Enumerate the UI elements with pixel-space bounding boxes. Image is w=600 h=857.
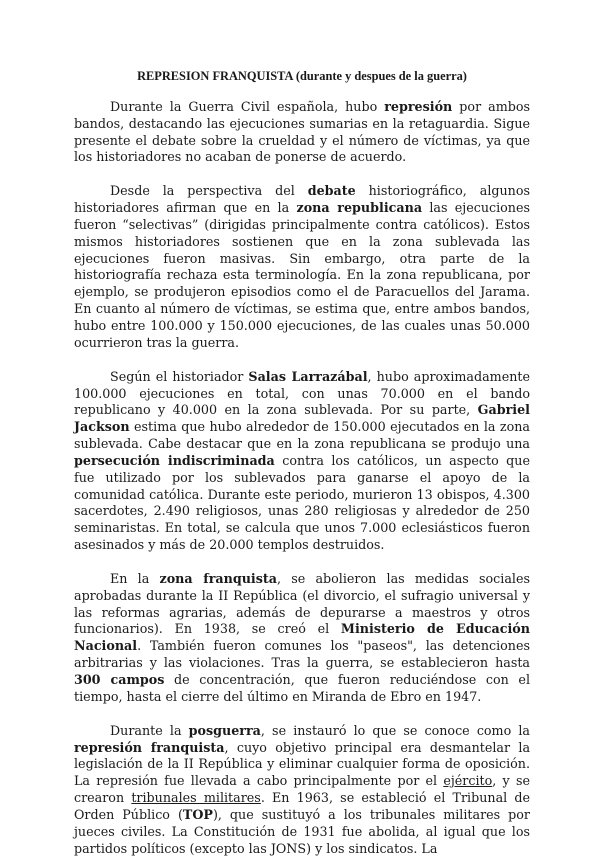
text-run: estima que hubo alrededor de 150.000 ejecutados en la zona sublevada. Cabe destacar que en la zona republicana se produjo una	[74, 419, 530, 452]
underlined-term: tribunales militares	[131, 790, 261, 806]
bold-term: Ministerio de Educación Nacional	[74, 621, 530, 654]
text-run: . También fueron comunes los "paseos", las detenciones arbitrarias y las violaciones. Tras la guerra, se establecieron hasta	[74, 638, 530, 671]
bold-term: represión	[384, 98, 453, 114]
document-body	[74, 99, 530, 857]
text-run: de concentración, que fueron reduciéndose con el tiempo, hasta el cierre del último en Miranda de Ebro en 1947.	[74, 672, 531, 704]
text-run: Durante la	[110, 722, 189, 738]
bold-term: zona republicana	[296, 200, 423, 216]
document-page	[74, 68, 530, 857]
bold-term: debate	[307, 183, 356, 199]
text-run: contra los católicos, un aspecto que fue utilizado por los sublevados para ganarse el apoyo de la comunidad católica. Durante este periodo, murieron 13 obispos, 4.300 sacerdotes, 2.490 religiosos, unas 280 religiosas y alrededor de 250 seminaristas. En total, se calcula que unos 7.000 eclesiásticos fueron asesinados y más de 20.000 templos destruidos.	[74, 452, 530, 553]
text-run: Durante la Guerra Civil española, hubo	[110, 98, 385, 114]
bold-term: represión franquista	[74, 739, 225, 755]
bold-term: persecución indiscriminada	[74, 452, 275, 468]
text-run: , se abolieron las medidas sociales aprobadas durante la II República (el divorcio, el sufragio universal y las reformas agrarias, además de depurarse a maestros y otros funcionarios). En 1938, se creó el	[74, 570, 530, 637]
bold-term: 300 campos	[74, 672, 165, 687]
text-run: Según el historiador	[110, 368, 249, 384]
text-run: las ejecuciones fueron “selectivas” (dirigidas principalmente contra católicos). Estos mismos historiadores sostienen que en la zona sublevada las ejecuciones fueron masivas. Sin embargo, otra parte de la historiografía rechaza esta terminología. En la zona republicana, por ejemplo, se produjeron episodios como el de Paracuellos del Jarama. En cuanto al número de víctimas, se estima que, entre ambos bandos, hubo entre 100.000 y 150.000 ejecuciones, de las cuales unas 50.000 ocurrieron tras la guerra.	[74, 200, 531, 350]
document-title: REPRESION FRANQUISTA (durante y despues de la guerra)	[137, 69, 467, 83]
text-run: , se instauró lo que se conoce como la	[260, 722, 530, 738]
text-run: historiográfico, algunos historiadores afirman que en la	[74, 183, 530, 216]
bold-term: posguerra	[188, 722, 261, 738]
underlined-term: ejército	[443, 773, 493, 789]
text-run: , cuyo objetivo principal era desmantelar la legislación de la II República y eliminar cualquier forma de oposición. La represión fue llevada a cabo principalmente por el	[74, 739, 531, 789]
text-run: Desde la perspectiva del	[110, 183, 308, 199]
text-run: . En 1963, se estableció el Tribunal de Orden Público (	[74, 790, 531, 822]
paragraph	[74, 571, 530, 706]
paragraph	[74, 99, 530, 166]
bold-term: Salas Larrazábal	[248, 368, 368, 384]
text-run: , y se crearon	[74, 773, 530, 806]
text-run: , hubo aproximadamente 100.000 ejecuciones en total, con unas 70.000 en el bando republicano y 40.000 en la zona sublevada. Por su parte,	[74, 368, 530, 418]
text-run: ), que sustituyó a los tribunales militares por jueces civiles. La Constitución de 1931 fue abolida, al igual que los partidos políticos (excepto las JONS) y los sindicatos. La	[74, 806, 530, 856]
bold-term: zona franquista	[159, 570, 277, 586]
bold-term: TOP	[182, 806, 213, 822]
bold-term: Gabriel Jackson	[74, 402, 530, 435]
paragraph	[74, 369, 530, 554]
paragraph	[74, 183, 530, 351]
paragraph	[74, 723, 530, 857]
text-run: En la	[110, 570, 160, 586]
text-run: por ambos bandos, destacando las ejecuciones sumarias en la retaguardia. Sigue presente el debate sobre la crueldad y el número de víctimas, ya que los historiadores no acaban de ponerse de acuerdo.	[74, 98, 530, 165]
